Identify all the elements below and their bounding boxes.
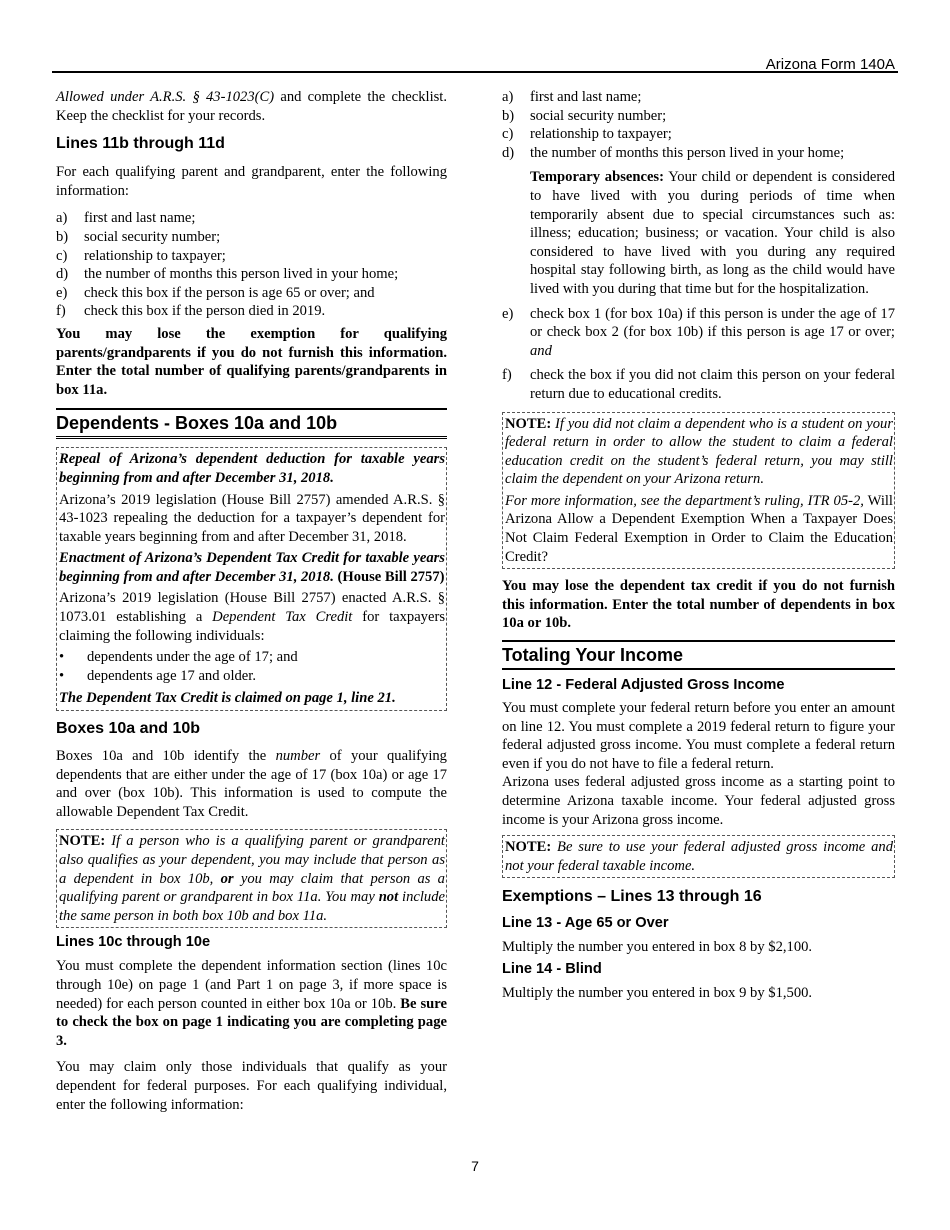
legislation-notice-box <box>56 447 447 711</box>
intro-text: and complete the checklist. Keep the checklist for your records. <box>56 89 448 124</box>
repeal-title: Repeal of Arizona’s dependent deduction for taxable years beginning from and after December 31, 2018. <box>59 451 445 486</box>
agi-note-box <box>502 835 895 878</box>
list-text: relationship to taxpayer; <box>530 126 672 143</box>
enactment-title-italic: Enactment of Arizona’s Dependent Tax Credit for taxable years beginning from and after December 31, 2018. <box>59 550 445 585</box>
boxes-10-text <box>56 747 447 821</box>
bullet-text: dependents under the age of 17; and <box>87 649 298 666</box>
list-item <box>502 88 895 107</box>
list-text: check this box if the person is age 65 or over; and <box>84 284 375 301</box>
note-text: include the same person in both box 10b and box 11a. <box>59 889 445 924</box>
boxes-10a-10b-heading: Boxes 10a and 10b <box>56 720 201 738</box>
bullet-icon: • <box>59 649 65 666</box>
list-text: check the box if you did not claim this person on your federal return due to educational credits. <box>530 367 895 402</box>
note-text: Be sure to use your federal adjusted gross income and not your federal taxable income. <box>505 839 893 874</box>
list-item <box>56 228 447 247</box>
lines-10c-text-part: You must complete the dependent information section (lines 10c through 10e) on page 1 (and Part 1 on page 3, if more space is needed) for each person counted in either box 10a or 10b. <box>56 958 447 1012</box>
lines-10c-10e-heading: Lines 10c through 10e <box>56 934 211 951</box>
boxes-10-text-part: of your qualifying dependents that are either under the age of 17 (box 10a) or age 17 and over (box 10b). This information is used to compute the allowable Dependent Tax Credit. <box>56 748 447 820</box>
note-text: If a person who is a qualifying parent or grandparent also qualifies as your dependent, you may include that person as a dependent in box 10b, <box>59 833 445 887</box>
list-item <box>502 144 895 163</box>
parents-warning: You may lose the exemption for qualifying parents/grandparents if you do not furnish this information. Enter the total number of qualifying parents/grandparents in box 11a. <box>56 325 447 398</box>
claim-individuals-text: You may claim only those individuals that qualify as your dependent for federal purposes. For each qualifying individual, enter the following information: <box>56 1059 447 1113</box>
temporary-absences-text: Your child or dependent is considered to have lived with you during periods of time when temporarily absent due to special circumstances such as: illness; education; business; or vacation. Your child is also considered to have lived with you during any required hospital stay following birth, as long as the child would have lived with you during that time but for the hospitalization. <box>530 169 895 297</box>
list-marker: f) <box>56 303 66 320</box>
line-12-text-2: Arizona uses federal adjusted gross income as a starting point to determine Arizona taxable income. Your federal adjusted gross income is your Arizona gross income. <box>502 774 895 828</box>
note-label: NOTE: <box>505 839 552 856</box>
list-marker: d) <box>56 266 69 283</box>
enactment-text-part: for taxpayers claiming the following individuals: <box>59 609 445 644</box>
list-text: relationship to taxpayer; <box>84 247 226 264</box>
list-text: social security number; <box>84 228 221 245</box>
exemptions-heading: Exemptions – Lines 13 through 16 <box>502 888 762 906</box>
left-column <box>56 88 447 1114</box>
enactment-text-part: Arizona’s 2019 legislation (House Bill 2757) enacted A.R.S. § 1073.01 establishing a <box>59 590 445 626</box>
list-text: social security number; <box>530 107 667 124</box>
list-item <box>56 209 447 228</box>
education-credit-note-box <box>502 412 895 570</box>
itr-reference-title: Will Arizona Allow a Dependent Exemption When a Taxpayer Does Not Claim Federal Exemption in Order to Claim the Education Credit? <box>505 492 893 565</box>
line-14-heading: Line 14 - Blind <box>502 960 602 977</box>
education-note <box>505 415 893 489</box>
list-marker: f) <box>502 367 512 384</box>
list-text: check this box if the person died in 2019. <box>84 303 326 320</box>
bullet-item <box>59 648 445 667</box>
form-title: Arizona Form 140A <box>765 56 895 73</box>
totaling-income-heading: Totaling Your Income <box>502 640 895 670</box>
header-rule <box>52 71 898 73</box>
list-marker: c) <box>56 247 68 264</box>
list-item <box>502 125 895 144</box>
bullet-icon: • <box>59 667 65 684</box>
list-text: first and last name; <box>530 89 642 105</box>
enactment-text <box>59 589 445 645</box>
line-14-text: Multiply the number you entered in box 9 by $1,500. <box>502 984 813 1001</box>
dependent-info-list-continued <box>502 305 895 404</box>
list-item <box>56 284 447 303</box>
list-marker: b) <box>56 228 69 245</box>
parent-dependent-note-box <box>56 829 447 928</box>
credit-claim-note: The Dependent Tax Credit is claimed on page 1, line 21. <box>59 690 396 707</box>
note-emphasis-not: not <box>378 889 399 906</box>
list-text: the number of months this person lived in your home; <box>84 266 399 283</box>
list-item <box>56 247 447 266</box>
lines-11-intro: For each qualifying parent and grandparent, enter the following information: <box>56 164 447 199</box>
note-label: NOTE: <box>505 415 552 432</box>
intro-citation: Allowed under A.R.S. § 43-1023(C) <box>56 89 275 105</box>
bullet-text: dependents age 17 and older. <box>87 667 256 684</box>
repeal-text: Arizona’s 2019 legislation (House Bill 2757) amended A.R.S. § 43-1023 repealing the deduction for a taxpayer’s dependent for taxable years beginning from and after December 31, 2018. <box>59 491 445 545</box>
list-item <box>502 305 895 361</box>
bullet-item <box>59 667 445 686</box>
list-marker: b) <box>502 107 515 124</box>
list-marker: c) <box>502 126 514 143</box>
itr-reference-lead: For more information, see the department’s ruling, ITR 05-2, <box>505 492 864 509</box>
list-marker: e) <box>502 305 514 322</box>
enactment-title <box>59 549 445 586</box>
list-item <box>502 107 895 126</box>
dependents-warning: You may lose the dependent tax credit if you do not furnish this information. Enter the total number of dependents in box 10a or 10b. <box>502 578 895 632</box>
line-13-heading: Line 13 - Age 65 or Over <box>502 915 669 932</box>
line-12-heading: Line 12 - Federal Adjusted Gross Income <box>502 677 785 694</box>
list-item <box>56 265 447 284</box>
line-12-text: You must complete your federal return before you enter an amount on line 12. You must complete a 2019 federal return to figure your federal adjusted gross income. You must complete a federal return even if you do not have to file a federal return. <box>502 700 895 772</box>
boxes-10-text-part: Boxes 10a and 10b identify the <box>56 748 276 765</box>
enactment-title-bill: (House Bill 2757) <box>333 568 445 585</box>
dependent-info-list <box>502 88 895 162</box>
temporary-absences-label: Temporary absences: <box>530 169 664 186</box>
lines-11b-11d-heading: Lines 11b through 11d <box>56 135 225 153</box>
dependents-section-heading: Dependents - Boxes 10a and 10b <box>56 408 447 439</box>
list-item <box>56 302 447 321</box>
number-term: number <box>275 748 321 765</box>
list-marker: a) <box>502 89 514 105</box>
list-text: the number of months this person lived in your home; <box>530 144 845 161</box>
check-box-instruction: Be sure to check the box on page 1 indicating you are completing page 3. <box>56 995 447 1049</box>
list-marker: a) <box>56 210 68 227</box>
lines-10c-text <box>56 957 447 1050</box>
list-item <box>502 366 895 403</box>
parent-info-list <box>56 209 447 321</box>
itr-reference <box>505 492 893 566</box>
dependent-tax-credit-term: Dependent Tax Credit <box>212 609 353 626</box>
temporary-absences-paragraph <box>502 168 895 298</box>
page-number: 7 <box>471 1158 479 1174</box>
right-column <box>502 88 895 1003</box>
line-13-text: Multiply the number you entered in box 8 by $2,100. <box>502 939 813 956</box>
intro-paragraph <box>56 88 447 125</box>
note-text: you may claim that person as a qualifying parent or grandparent in box 11a. You may <box>59 870 445 906</box>
list-text: first and last name; <box>84 210 196 227</box>
note-label: NOTE: <box>59 833 106 850</box>
note-text: If you did not claim a dependent who is a student on your federal return in order to allow the student to claim a federal education credit on the student’s federal return, you may still claim the dependent on your Arizona return. <box>505 415 893 488</box>
list-text: check box 1 (for box 10a) if this person is under the age of 17 or check box 2 (for box 10b) if this person is age 17 or over; <box>530 305 895 341</box>
list-marker: e) <box>56 284 68 301</box>
list-marker: d) <box>502 144 515 161</box>
list-text-and: and <box>530 342 552 359</box>
note-emphasis-or: or <box>220 870 234 887</box>
dependent-bullets <box>59 648 445 685</box>
